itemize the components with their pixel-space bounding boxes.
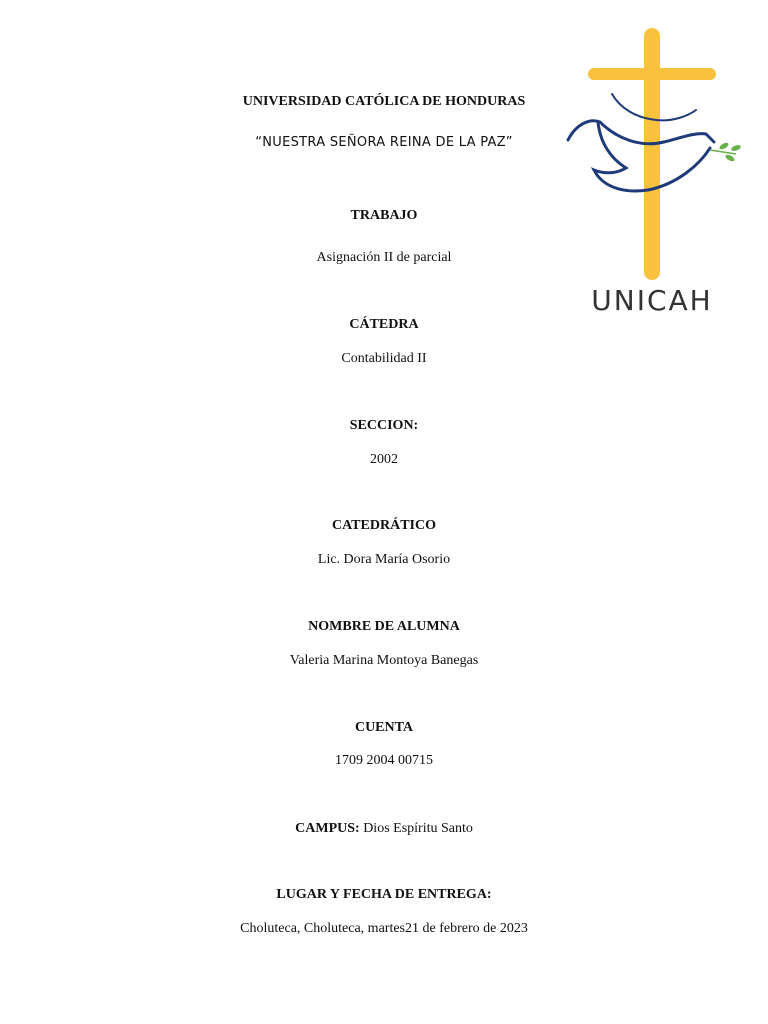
catedratico-value: Lic. Dora María Osorio: [317, 552, 451, 567]
campus-value: Dios Espíritu Santo: [359, 821, 473, 836]
trabajo-label: TRABAJO: [350, 208, 418, 223]
catedratico-label: CATEDRÁTICO: [332, 518, 436, 533]
cuenta-label: CUENTA: [354, 720, 414, 735]
catedra-label: CÁTEDRA: [349, 317, 419, 332]
alumna-label: NOMBRE DE ALUMNA: [308, 619, 460, 634]
seccion-label: SECCION:: [349, 418, 419, 433]
cuenta-value: 1709 2004 00715: [335, 753, 433, 768]
logo-text: UNICAH: [591, 284, 713, 317]
seccion-value: 2002: [370, 452, 398, 467]
entrega-value: Choluteca, Choluteca, martes21 de febrero de 2023: [240, 921, 528, 936]
university-motto: “NUESTRA SEÑORA REINA DE LA PAZ”: [255, 135, 513, 150]
alumna-value: Valeria Marina Montoya Banegas: [289, 653, 479, 668]
cross-dove-icon: [568, 28, 742, 280]
unicah-logo: [560, 24, 750, 324]
trabajo-value: Asignación II de parcial: [316, 250, 452, 265]
entrega-label: LUGAR Y FECHA DE ENTREGA:: [276, 887, 492, 902]
campus-line: [0, 820, 768, 838]
catedra-value: Contabilidad II: [341, 351, 427, 366]
university-name: UNIVERSIDAD CATÓLICA DE HONDURAS: [242, 94, 526, 109]
campus-label: CAMPUS:: [295, 821, 360, 836]
